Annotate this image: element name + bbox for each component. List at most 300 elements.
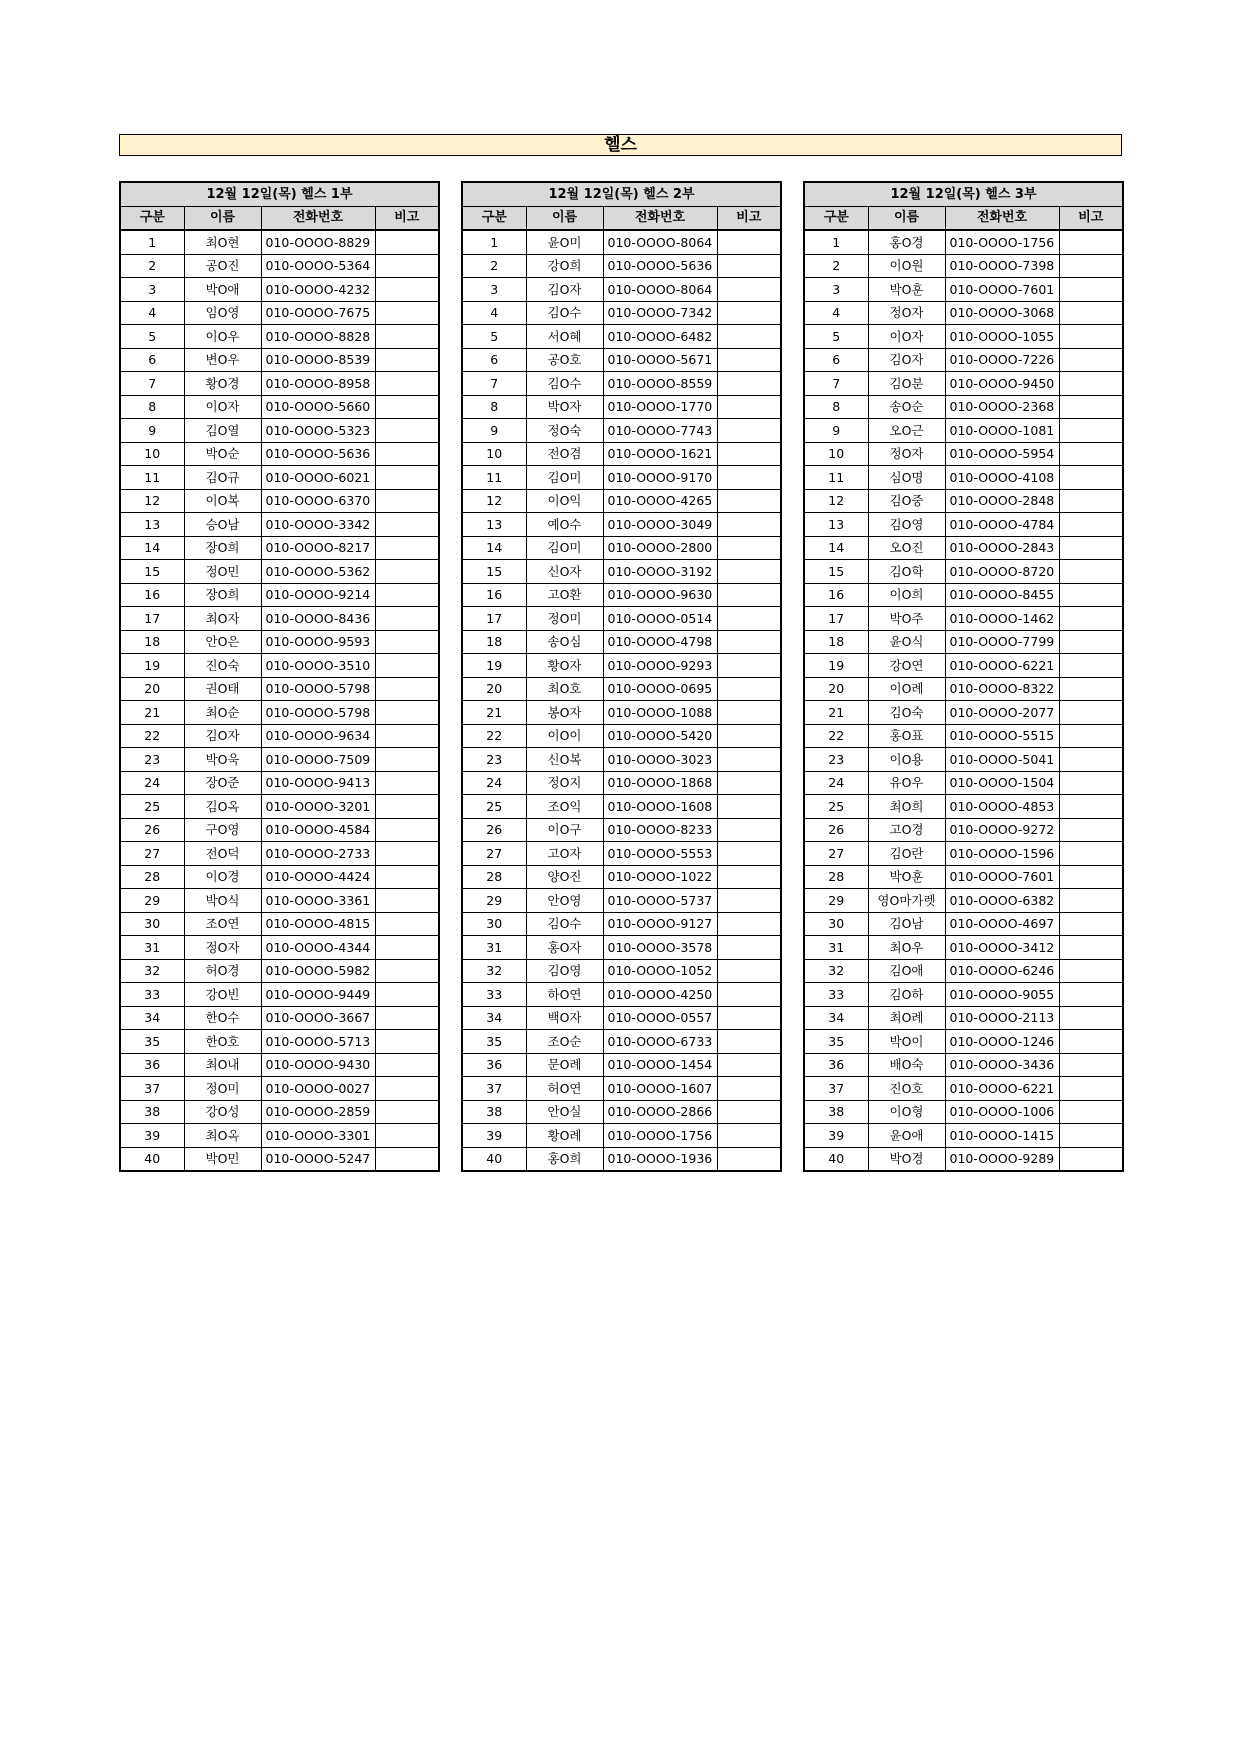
row-number: 3 [120,278,184,302]
member-name: 박O민 [184,1147,261,1171]
member-name: 김O영 [868,513,945,537]
row-number: 10 [462,442,526,466]
note-cell [375,560,439,584]
note-cell [375,278,439,302]
note-cell [375,442,439,466]
row-number: 30 [462,912,526,936]
member-name: 최O우 [868,936,945,960]
member-name: 김O자 [526,278,603,302]
note-cell [1059,325,1123,349]
member-name: 배O숙 [868,1053,945,1077]
member-name: 진O호 [868,1077,945,1101]
member-name: 최O호 [526,677,603,701]
note-cell [1059,372,1123,396]
table-row [804,489,1123,513]
table-row [462,419,781,443]
member-name: 김O수 [526,912,603,936]
phone-number: 010-OOOO-9413 [261,771,375,795]
phone-number: 010-OOOO-1608 [603,795,717,819]
phone-number: 010-OOOO-5713 [261,1030,375,1054]
note-cell [375,372,439,396]
row-number: 18 [462,630,526,654]
member-name: 이O형 [868,1100,945,1124]
row-number: 13 [462,513,526,537]
row-number: 26 [804,818,868,842]
phone-number: 010-OOOO-3192 [603,560,717,584]
note-cell [375,654,439,678]
phone-number: 010-OOOO-7342 [603,301,717,325]
member-name: 이O자 [184,395,261,419]
member-name: 박O애 [184,278,261,302]
note-cell [717,583,781,607]
member-name: 유O우 [868,771,945,795]
row-number: 6 [120,348,184,372]
note-cell [1059,254,1123,278]
table-row [120,842,439,866]
note-cell [1059,278,1123,302]
session-table-3 [803,181,1124,1172]
row-number: 6 [804,348,868,372]
table-row [120,254,439,278]
row-number: 37 [462,1077,526,1101]
note-cell [717,654,781,678]
note-cell [717,701,781,725]
member-name: 김O학 [868,560,945,584]
row-number: 18 [120,630,184,654]
note-cell [1059,795,1123,819]
phone-number: 010-OOOO-5798 [261,701,375,725]
member-name: 김O미 [526,536,603,560]
table-row [120,1006,439,1030]
note-cell [717,560,781,584]
member-name: 신O자 [526,560,603,584]
row-number: 15 [462,560,526,584]
phone-number: 010-OOOO-4697 [945,912,1059,936]
table-row [120,348,439,372]
phone-number: 010-OOOO-7675 [261,301,375,325]
phone-number: 010-OOOO-9289 [945,1147,1059,1171]
column-header-phone: 전화번호 [261,206,375,230]
phone-number: 010-OOOO-0514 [603,607,717,631]
member-name: 송O순 [868,395,945,419]
note-cell [717,536,781,560]
table-row [120,654,439,678]
note-cell [375,771,439,795]
phone-number: 010-OOOO-3068 [945,301,1059,325]
member-name: 정O미 [526,607,603,631]
note-cell [717,983,781,1007]
phone-number: 010-OOOO-6370 [261,489,375,513]
member-name: 황O례 [526,1124,603,1148]
row-number: 36 [804,1053,868,1077]
row-number: 8 [120,395,184,419]
row-number: 28 [804,865,868,889]
note-cell [375,513,439,537]
row-number: 19 [804,654,868,678]
table-row [462,842,781,866]
note-cell [1059,677,1123,701]
note-cell [375,912,439,936]
member-name: 홍O희 [526,1147,603,1171]
note-cell [717,959,781,983]
row-number: 39 [804,1124,868,1148]
note-cell [375,254,439,278]
row-number: 29 [462,889,526,913]
row-number: 4 [804,301,868,325]
member-name: 오O진 [868,536,945,560]
table-row [462,513,781,537]
member-name: 안O실 [526,1100,603,1124]
row-number: 39 [120,1124,184,1148]
phone-number: 010-OOOO-8829 [261,230,375,254]
member-name: 김O옥 [184,795,261,819]
phone-number: 010-OOOO-4853 [945,795,1059,819]
note-cell [1059,583,1123,607]
table-row [120,1100,439,1124]
note-cell [375,583,439,607]
phone-number: 010-OOOO-2113 [945,1006,1059,1030]
table-row [462,865,781,889]
note-cell [375,325,439,349]
phone-number: 010-OOOO-9293 [603,654,717,678]
phone-number: 010-OOOO-9449 [261,983,375,1007]
phone-number: 010-OOOO-8233 [603,818,717,842]
member-name: 이O용 [868,748,945,772]
table-row [804,1077,1123,1101]
table-row [120,560,439,584]
column-header-no: 구분 [804,206,868,230]
table-row [804,630,1123,654]
note-cell [1059,748,1123,772]
row-number: 11 [804,466,868,490]
row-number: 20 [804,677,868,701]
note-cell [717,230,781,254]
member-name: 박O순 [184,442,261,466]
phone-number: 010-OOOO-4584 [261,818,375,842]
note-cell [717,489,781,513]
member-name: 박O이 [868,1030,945,1054]
note-cell [375,419,439,443]
member-name: 최O현 [184,230,261,254]
note-cell [1059,419,1123,443]
member-name: 이O례 [868,677,945,701]
phone-number: 010-OOOO-2800 [603,536,717,560]
table-row [804,560,1123,584]
table-row [804,795,1123,819]
row-number: 14 [120,536,184,560]
phone-number: 010-OOOO-5982 [261,959,375,983]
table-row [120,771,439,795]
row-number: 35 [120,1030,184,1054]
table-row [120,795,439,819]
table-row [804,912,1123,936]
note-cell [375,1006,439,1030]
member-name: 김O중 [868,489,945,513]
note-cell [1059,1147,1123,1171]
phone-number: 010-OOOO-1415 [945,1124,1059,1148]
member-name: 최O희 [868,795,945,819]
row-number: 33 [462,983,526,1007]
note-cell [375,536,439,560]
member-name: 허O경 [184,959,261,983]
member-name: 김O하 [868,983,945,1007]
note-cell [375,489,439,513]
row-number: 27 [804,842,868,866]
member-name: 영O마가렛 [868,889,945,913]
row-number: 23 [462,748,526,772]
note-cell [1059,654,1123,678]
table-row [120,278,439,302]
note-cell [375,1100,439,1124]
member-name: 최O순 [184,701,261,725]
row-number: 8 [804,395,868,419]
note-cell [717,301,781,325]
member-name: 하O연 [526,983,603,1007]
row-number: 28 [462,865,526,889]
note-cell [717,1100,781,1124]
member-name: 고O환 [526,583,603,607]
note-cell [717,724,781,748]
member-name: 강O성 [184,1100,261,1124]
table-row [120,912,439,936]
phone-number: 010-OOOO-9214 [261,583,375,607]
table-row [120,936,439,960]
table-row [462,818,781,842]
note-cell [1059,1077,1123,1101]
member-name: 박O경 [868,1147,945,1171]
table-row [804,677,1123,701]
member-name: 전O겸 [526,442,603,466]
member-name: 김O란 [868,842,945,866]
member-name: 신O복 [526,748,603,772]
row-number: 35 [462,1030,526,1054]
table-row [462,489,781,513]
member-name: 구O영 [184,818,261,842]
member-name: 한O호 [184,1030,261,1054]
column-header-phone: 전화번호 [603,206,717,230]
row-number: 31 [804,936,868,960]
phone-number: 010-OOOO-4344 [261,936,375,960]
note-cell [717,372,781,396]
member-name: 정O민 [184,560,261,584]
phone-number: 010-OOOO-8064 [603,230,717,254]
table-row [804,348,1123,372]
note-cell [717,1077,781,1101]
phone-number: 010-OOOO-5660 [261,395,375,419]
phone-number: 010-OOOO-7743 [603,419,717,443]
table-row [462,795,781,819]
note-cell [1059,1053,1123,1077]
table-row [462,1053,781,1077]
phone-number: 010-OOOO-2843 [945,536,1059,560]
row-number: 15 [120,560,184,584]
note-cell [375,1053,439,1077]
table-row [462,301,781,325]
table-row [462,1077,781,1101]
row-number: 23 [120,748,184,772]
row-number: 37 [120,1077,184,1101]
table-row [120,442,439,466]
member-name: 정O숙 [526,419,603,443]
table-row [804,536,1123,560]
phone-number: 010-OOOO-6246 [945,959,1059,983]
table-row [804,254,1123,278]
row-number: 23 [804,748,868,772]
note-cell [717,395,781,419]
phone-number: 010-OOOO-5636 [603,254,717,278]
note-cell [375,865,439,889]
phone-number: 010-OOOO-5798 [261,677,375,701]
phone-number: 010-OOOO-7601 [945,278,1059,302]
note-cell [375,466,439,490]
member-name: 조O익 [526,795,603,819]
row-number: 12 [804,489,868,513]
phone-number: 010-OOOO-8064 [603,278,717,302]
phone-number: 010-OOOO-6221 [945,654,1059,678]
row-number: 1 [462,230,526,254]
note-cell [1059,842,1123,866]
member-name: 김O규 [184,466,261,490]
table-row [462,560,781,584]
row-number: 13 [120,513,184,537]
member-name: 조O연 [184,912,261,936]
phone-number: 010-OOOO-9450 [945,372,1059,396]
phone-number: 010-OOOO-9630 [603,583,717,607]
table-row [462,1124,781,1148]
phone-number: 010-OOOO-8217 [261,536,375,560]
row-number: 24 [120,771,184,795]
table-row [120,583,439,607]
member-name: 홍O경 [868,230,945,254]
member-name: 윤O애 [868,1124,945,1148]
member-name: 이O복 [184,489,261,513]
session-table-1 [119,181,440,1172]
row-number: 26 [462,818,526,842]
table-row [462,348,781,372]
member-name: 박O식 [184,889,261,913]
table-row [462,230,781,254]
table-row [120,889,439,913]
note-cell [1059,936,1123,960]
phone-number: 010-OOOO-6221 [945,1077,1059,1101]
phone-number: 010-OOOO-9272 [945,818,1059,842]
column-header-name: 이름 [868,206,945,230]
phone-number: 010-OOOO-5553 [603,842,717,866]
member-name: 김O숙 [868,701,945,725]
table-row [120,677,439,701]
table-row [804,278,1123,302]
phone-number: 010-OOOO-3201 [261,795,375,819]
session-table-2 [461,181,782,1172]
table-row [804,983,1123,1007]
row-number: 4 [120,301,184,325]
note-cell [717,442,781,466]
phone-number: 010-OOOO-8436 [261,607,375,631]
row-number: 27 [120,842,184,866]
row-number: 9 [804,419,868,443]
member-name: 김O자 [184,724,261,748]
row-number: 17 [804,607,868,631]
member-name: 안O영 [526,889,603,913]
row-number: 36 [462,1053,526,1077]
table-row [120,1124,439,1148]
note-cell [717,889,781,913]
phone-number: 010-OOOO-1504 [945,771,1059,795]
table-row [462,936,781,960]
member-name: 안O은 [184,630,261,654]
row-number: 17 [120,607,184,631]
member-name: 허O연 [526,1077,603,1101]
member-name: 한O수 [184,1006,261,1030]
note-cell [375,607,439,631]
member-name: 최O례 [868,1006,945,1030]
phone-number: 010-OOOO-8559 [603,372,717,396]
row-number: 29 [120,889,184,913]
table-row [804,466,1123,490]
member-name: 김O열 [184,419,261,443]
phone-number: 010-OOOO-7799 [945,630,1059,654]
note-cell [1059,1030,1123,1054]
member-name: 김O애 [868,959,945,983]
table-row [804,442,1123,466]
phone-number: 010-OOOO-1246 [945,1030,1059,1054]
member-name: 김O수 [526,372,603,396]
row-number: 7 [120,372,184,396]
member-name: 송O심 [526,630,603,654]
note-cell [1059,607,1123,631]
table-row [120,536,439,560]
phone-number: 010-OOOO-2859 [261,1100,375,1124]
member-name: 권O태 [184,677,261,701]
note-cell [1059,1100,1123,1124]
member-name: 조O순 [526,1030,603,1054]
note-cell [717,865,781,889]
table-row [120,818,439,842]
member-name: 이O익 [526,489,603,513]
phone-number: 010-OOOO-3342 [261,513,375,537]
table-row [804,1100,1123,1124]
note-cell [1059,560,1123,584]
row-number: 8 [462,395,526,419]
note-cell [1059,301,1123,325]
note-cell [717,630,781,654]
row-number: 25 [804,795,868,819]
member-name: 박O훈 [868,278,945,302]
table-row [120,395,439,419]
member-name: 황O경 [184,372,261,396]
row-number: 31 [462,936,526,960]
table-row [120,865,439,889]
member-name: 김O수 [526,301,603,325]
note-cell [1059,771,1123,795]
row-number: 7 [804,372,868,396]
row-number: 29 [804,889,868,913]
phone-number: 010-OOOO-4815 [261,912,375,936]
row-number: 27 [462,842,526,866]
member-name: 최O옥 [184,1124,261,1148]
note-cell [1059,1124,1123,1148]
phone-number: 010-OOOO-5041 [945,748,1059,772]
note-cell [717,1006,781,1030]
page-title: 헬스 [119,134,1122,156]
phone-number: 010-OOOO-4784 [945,513,1059,537]
phone-number: 010-OOOO-9170 [603,466,717,490]
table-row [120,724,439,748]
table-row [120,959,439,983]
member-name: 최O내 [184,1053,261,1077]
member-name: 오O근 [868,419,945,443]
phone-number: 010-OOOO-9055 [945,983,1059,1007]
